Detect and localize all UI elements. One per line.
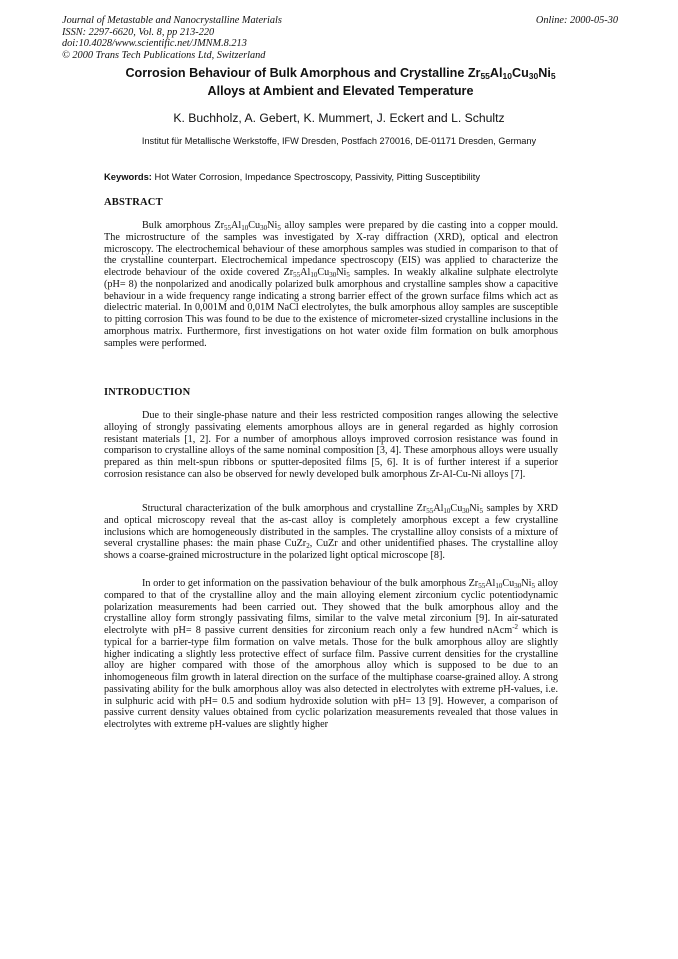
doi-line: doi:10.4028/www.scientific.net/JMNM.8.213: [62, 38, 247, 50]
issn-line: ISSN: 2297-6620, Vol. 8, pp 213-220: [62, 26, 215, 38]
affiliation: Institut für Metallische Werkstoffe, IFW Dresden, Postfach 270016, DE-01171 Dresden, Germany: [141, 136, 537, 146]
introduction-heading: INTRODUCTION: [104, 387, 191, 398]
intro-paragraph-3: In order to get information on the passivation behaviour of the bulk amorphous $Zr_{55}Al_{10}Cu_{30}Ni_5$ alloy compared to that of the crystalline alloy and the main alloying element zirconium cyclic potentiodynamic polarization measurements had been carried out. They showed that the bulk amorphous alloy and the crystalline alloy form strongly passivating films, similar to the valve metal zirconium [9]. In air-saturated electrolyte with pH= 8 passive current densities for zirconium reach only a few hundred nAcm$^{-2}$ which is typical for a barrier-type film formation on valve metals. Those for the bulk amorphous alloy are slightly higher indicating a slightly less protective effect of surface film. Passive current densities for the crystalline alloy are higher compared with those of the amorphous alloy which is supposed to be due to an inhomogeneous film growth in lateral direction on the surface of the multiphase coarse-grained alloy. A strong passivating ability for the bulk amorphous alloy was also detected in electrolytes with extreme pH-values, i.e. in sulphuric acid with pH= 0.5 and sodium hydroxide solution with pH= 13 [9]. However, a comparison of passive current density values obtained from cyclic polarization measurements revealed that those values in electrolytes with extreme pH-values are slightly higher: [104, 578, 559, 730]
journal-name: Journal of Metastable and Nanocrystalline Materials: [62, 15, 282, 26]
online-date: Online: 2000-05-30: [535, 15, 618, 26]
copyright-line: © 2000 Trans Tech Publications Ltd, Switzerland: [62, 49, 266, 61]
keywords-label: Keywords:: [104, 171, 152, 182]
journal-header: [62, 15, 618, 61]
abstract-paragraph: Bulk amorphous $Zr_{55}Al_{10}Cu_{30}Ni_5$ alloy samples were prepared by die casting into a copper mould. The microstructure of the samples was investigated by X-ray diffraction (XRD), optical and electron microscopy. The electrochemical behaviour of these amorphous samples was studied in comparison to that of the crystalline counterpart. Electrochemical impedance spectroscopy (EIS) was applied to characterize the electrode behaviour of the oxide covered $Zr_{55}Al_{10}Cu_{30}Ni_5$ samples. In weakly alkaline sulphate electrolyte (pH= 8) the nonpolarized and anodically polarized bulk amorphous and crystalline samples show a capacitive behaviour in a wide frequency range indicating a strong barrier effect of the grown surface films which act as dielectric material. In 0,001M and 0,01M NaCl electrolytes, the bulk amorphous alloy samples are susceptible to pitting corrosion This was found to be due to the existence of micrometer-sized crystalline inclusions in the amorphous matrix. Furthermore, first investigations on hot water oxide film formation on bulk amorphous samples were performed.: [104, 220, 558, 349]
paper-title: Corrosion Behaviour of Bulk Amorphous and Crystalline $Zr_{55}Al_{10}Cu_{30}Ni_5$ Alloys at Ambient and Elevated Temperature: [125, 66, 556, 98]
keywords-text: Hot Water Corrosion, Impedance Spectroscopy, Passivity, Pitting Susceptibility: [151, 171, 481, 182]
title-line-2: Alloys at Ambient and Elevated Temperature: [207, 84, 474, 98]
keywords: [104, 171, 480, 182]
abstract-heading: ABSTRACT: [104, 197, 163, 208]
intro-paragraph-2: Structural characterization of the bulk amorphous and crystalline $Zr_{55}Al_{10}Cu_{30}Ni_5$ samples by XRD and optical microscopy reveal that the as-cast alloy is completely amorphous except a few crystalline inclusions which are homogeneously distributed in the samples. The crystalline alloy consists of a mixture of several crystalline phases: the main phase CuZr$_2$, CuZr and other unidentified phases. The crystalline alloy shows a coarse-grained microstructure in the polarized light optical microscope [8].: [104, 503, 558, 561]
authors: K. Buchholz, A. Gebert, K. Mummert, J. Eckert and L. Schultz: [173, 111, 505, 125]
intro-paragraph-1: Due to their single-phase nature and their less restricted composition ranges allowing the selective alloying of strongly passivating elements amorphous alloys are in general regarded as highly corrosion resistant materials [1, 2]. For a number of amorphous alloys improved corrosion resistance was found in comparison to crystalline alloys of the same nominal composition [3, 4]. These amorphous alloys were usually prepared as thin melt-spun ribbons or sputter-deposited films [5, 6]. It is of further interest if a superior corrosion resistance can also be observed for newly developed bulk amorphous Zr-Al-Cu-Ni alloys [7].: [104, 410, 558, 480]
